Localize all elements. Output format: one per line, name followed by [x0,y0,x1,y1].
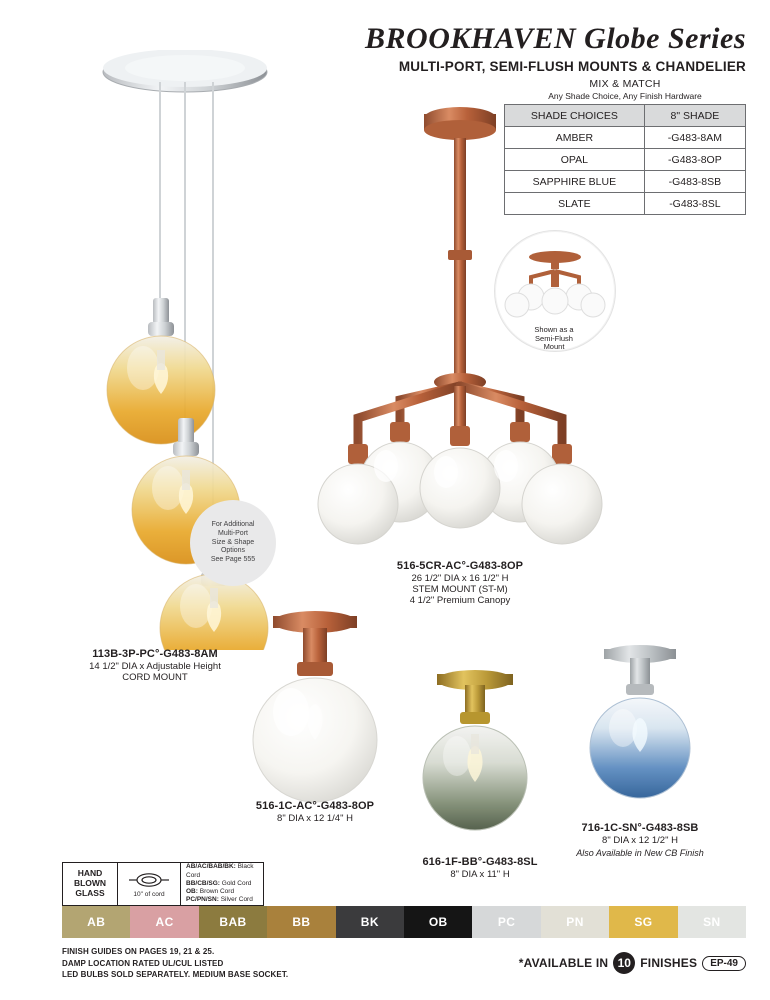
page-title: BROOKHAVEN Globe Series [365,22,746,55]
cord-name: Black Cord [186,863,254,879]
shade-name: AMBER [505,127,645,149]
product-code: 516-5CR-AC°-G483-8OP [396,560,524,572]
column-header-shade: SHADE CHOICES [505,105,645,127]
cord-length-label: 10" of cord [133,890,165,898]
finish-code: SN [703,915,721,929]
note-line-2: Multi-Port [218,529,248,537]
hand-blown-glass-box [62,862,264,906]
available-suffix: FINISHES [640,956,698,970]
finish-swatch-pn [541,906,609,938]
product-code: 716-1C-SN°-G483-8SB [581,822,699,834]
product-dimension: 14 1/2" DIA x Adjustable Height [89,661,221,672]
finish-code: SG [634,915,653,929]
cord-item [186,888,263,896]
shade-name: SAPPHIRE BLUE [505,171,645,193]
cord-item [186,896,263,904]
hbg-line-3: GLASS [75,887,105,898]
cord-codes: BB/CB/SG: [186,879,220,887]
footer-line-3: LED BULBS SOLD SEPARATELY. MEDIUM BASE SOCKET. [62,970,289,980]
footer-line-2: DAMP LOCATION RATED UL/CUL LISTED [62,958,224,968]
cord-coil-icon [127,871,171,889]
semiflush-sapphire-image [570,638,710,818]
finish-code: AC [155,915,174,929]
finish-code: BB [292,915,311,929]
finish-swatch-ab [62,906,130,938]
footer-line-1: FINISH GUIDES ON PAGES 19, 21 & 25. [62,947,215,956]
page-subtitle: MULTI-PORT, SEMI-FLUSH MOUNTS & CHANDELIER [398,59,746,74]
available-prefix: *AVAILABLE IN [518,956,609,970]
note-line-3: Size & Shape [211,538,255,546]
product-mount: CORD MOUNT [122,672,188,683]
finish-swatch-sg [609,906,677,938]
inset-caption-line-2: Semi-Flush [535,333,573,343]
additional-options-note [190,500,276,586]
cord-codes: OB: [186,888,198,896]
cord-codes: AB/AC/BAB/BK: [186,863,236,871]
finish-swatch-bab [199,906,267,938]
finish-code: BK [360,915,379,929]
mix-match-subtitle: Any Shade Choice, Any Finish Hardware [548,91,702,101]
finish-code: PN [566,915,584,929]
cord-item [186,863,263,880]
finish-swatch-pc [472,906,540,938]
finish-swatch-ac [130,906,198,938]
cord-item [186,880,263,888]
cord-name: Silver Cord [220,896,253,904]
product-canopy: 4 1/2" Premium Canopy [409,595,511,606]
cord-name: Brown Cord [199,888,235,896]
product-mount: STEM MOUNT (ST-M) [412,584,508,595]
cord-name: Gold Cord [221,879,252,887]
inset-caption-line-3: Mount [543,342,565,352]
product-caption-semiflush-sapphire [520,822,760,858]
footer-notes [62,946,288,981]
finish-swatch-bk [336,906,404,938]
page-number: EP-49 [702,956,746,971]
product-dimension: 8" DIA x 12 1/4" H [277,813,353,824]
finish-code: BAB [219,915,247,929]
product-note: Also Available in New CB Finish [576,848,704,858]
product-code: 516-1C-AC°-G483-8OP [255,800,375,812]
shade-name: SLATE [505,193,645,215]
product-code: 616-1F-BB°-G483-8SL [422,856,538,868]
finish-code: PC [497,915,516,929]
note-line-4: Options [220,547,246,555]
finish-swatch-bb [267,906,335,938]
semiflush-opal-image [225,600,405,815]
inset-caption [494,326,614,352]
hbg-line-2: BLOWN [73,878,107,889]
shade-code: -G483-8SB [644,171,745,193]
mix-match-title: MIX & MATCH [589,78,661,90]
column-header-size: 8" SHADE [644,105,745,127]
product-caption-semiflush-slate [355,856,605,880]
shade-code: -G483-8AM [644,127,745,149]
finish-swatch-row [62,906,746,938]
note-line-5: See Page 555 [210,556,256,564]
finish-swatch-sn [678,906,746,938]
product-dimension: 26 1/2" DIA x 16 1/2" H [411,573,509,584]
shade-code: -G483-8SL [644,193,745,215]
footer-finishes-badge [519,952,746,974]
product-dimension: 8" DIA x 12 1/2" H [602,835,678,846]
cord-codes: PC/PN/SN: [186,896,219,904]
product-code: 113B-3P-PC°-G483-8AM [92,648,218,660]
product-dimension: 8" DIA x 11" H [450,869,510,880]
available-count-badge: 10 [613,952,635,974]
hand-blown-glass-label [63,863,118,905]
finish-swatch-ob [404,906,472,938]
shade-code: -G483-8OP [644,149,745,171]
note-line-1: For Additional [211,521,255,529]
finish-code: AB [87,915,106,929]
hbg-line-1: HAND [77,868,103,879]
finish-code: OB [428,915,448,929]
cord-length-block [118,863,181,905]
cord-color-list [181,863,263,905]
shade-name: OPAL [505,149,645,171]
inset-caption-line-1: Shown as a [534,325,574,334]
